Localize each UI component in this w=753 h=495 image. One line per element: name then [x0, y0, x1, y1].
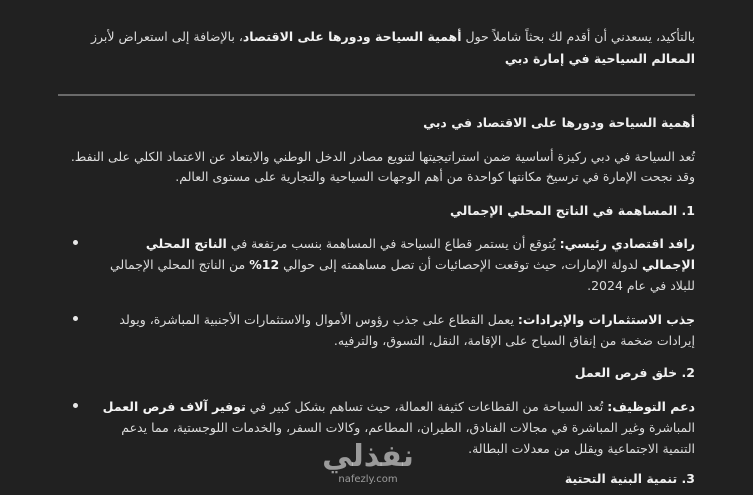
subsection-heading-jobs: 2. خلق فرص العمل — [574, 365, 695, 380]
section-body: تُعد السياحة في دبي ركيزة أساسية ضمن استراتيجيتها لتنويع مصادر الدخل الوطني والابتعاد عن الاعتماد الكلي على النفط. وقد نجحت الإمارة في ترسيخ مكانتها كواحدة من أهم الوجهات السياحية والتجارية على مستوى العالم. — [70, 149, 695, 184]
watermark-logo: نفذلي — [322, 439, 414, 474]
section-title: أهمية السياحة ودورها على الاقتصاد في دبي — [423, 115, 695, 130]
bullet-text: لدولة الإمارات، حيث توقعت الإحصائيات أن تصل مساهمته إلى حوالي — [279, 257, 642, 272]
list-item — [95, 233, 695, 296]
bullet-text: المباشرة وغير المباشرة في مجالات الفنادق، الطيران، المطاعم، وكالات السفر، والخدمات اللوجستية، مما يدعم التنمية الاجتماعية ويقلل من معدلات البطالة. — [121, 420, 695, 456]
bullet-text: يعمل القطاع على جذب رؤوس الأموال والاستثمارات الأجنبية المباشرة، ويولد إيرادات ضخمة من إنفاق السياح على الإقامة، النقل، التسوق، والترفيه. — [119, 312, 695, 348]
horizontal-divider — [58, 94, 695, 96]
intro-text-b: ، بالإضافة إلى استعراض لأبرز — [90, 29, 243, 44]
intro-bold-b: المعالم السياحية في إمارة دبي — [504, 51, 695, 66]
subsection-heading-gdp: 1. المساهمة في الناتج المحلي الإجمالي — [449, 203, 695, 218]
bullet-dot — [73, 240, 78, 245]
intro-text-a: بالتأكيد، يسعدني أن أقدم لك بحثاً شاملاً حول — [461, 29, 695, 44]
subsection-heading-infrastructure: 3. تنمية البنية التحتية — [564, 471, 695, 486]
bullet-dot — [73, 403, 78, 408]
bullet-label: جذب الاستثمارات والإيرادات: — [517, 312, 695, 327]
list-item — [95, 309, 695, 351]
bullet-label: دعم التوظيف: — [607, 399, 695, 414]
intro-bold-a: أهمية السياحة ودورها على الاقتصاد — [242, 29, 462, 44]
bullet-dot — [73, 316, 78, 321]
nafezly-watermark — [318, 440, 418, 486]
bullet-bold: الناتج المحلي الإجمالي — [145, 236, 695, 272]
bullet-bold: 12% — [249, 257, 280, 272]
bullet-text: من الناتج المحلي الإجمالي للبلاد في عام 2024. — [109, 257, 695, 293]
bullet-text: تُعد السياحة من القطاعات كثيفة العمالة، حيث تساهم بشكل كبير في — [245, 399, 608, 414]
bullet-bold: توفير آلاف فرص العمل — [102, 399, 246, 414]
watermark-site: nafezly.com — [338, 474, 398, 485]
bullet-label: رافد اقتصادي رئيسي: — [559, 236, 695, 251]
intro-paragraph — [55, 26, 695, 70]
bullet-text: يُتوقع أن يستمر قطاع السياحة في المساهمة بنسب مرتفعة في — [226, 236, 560, 251]
